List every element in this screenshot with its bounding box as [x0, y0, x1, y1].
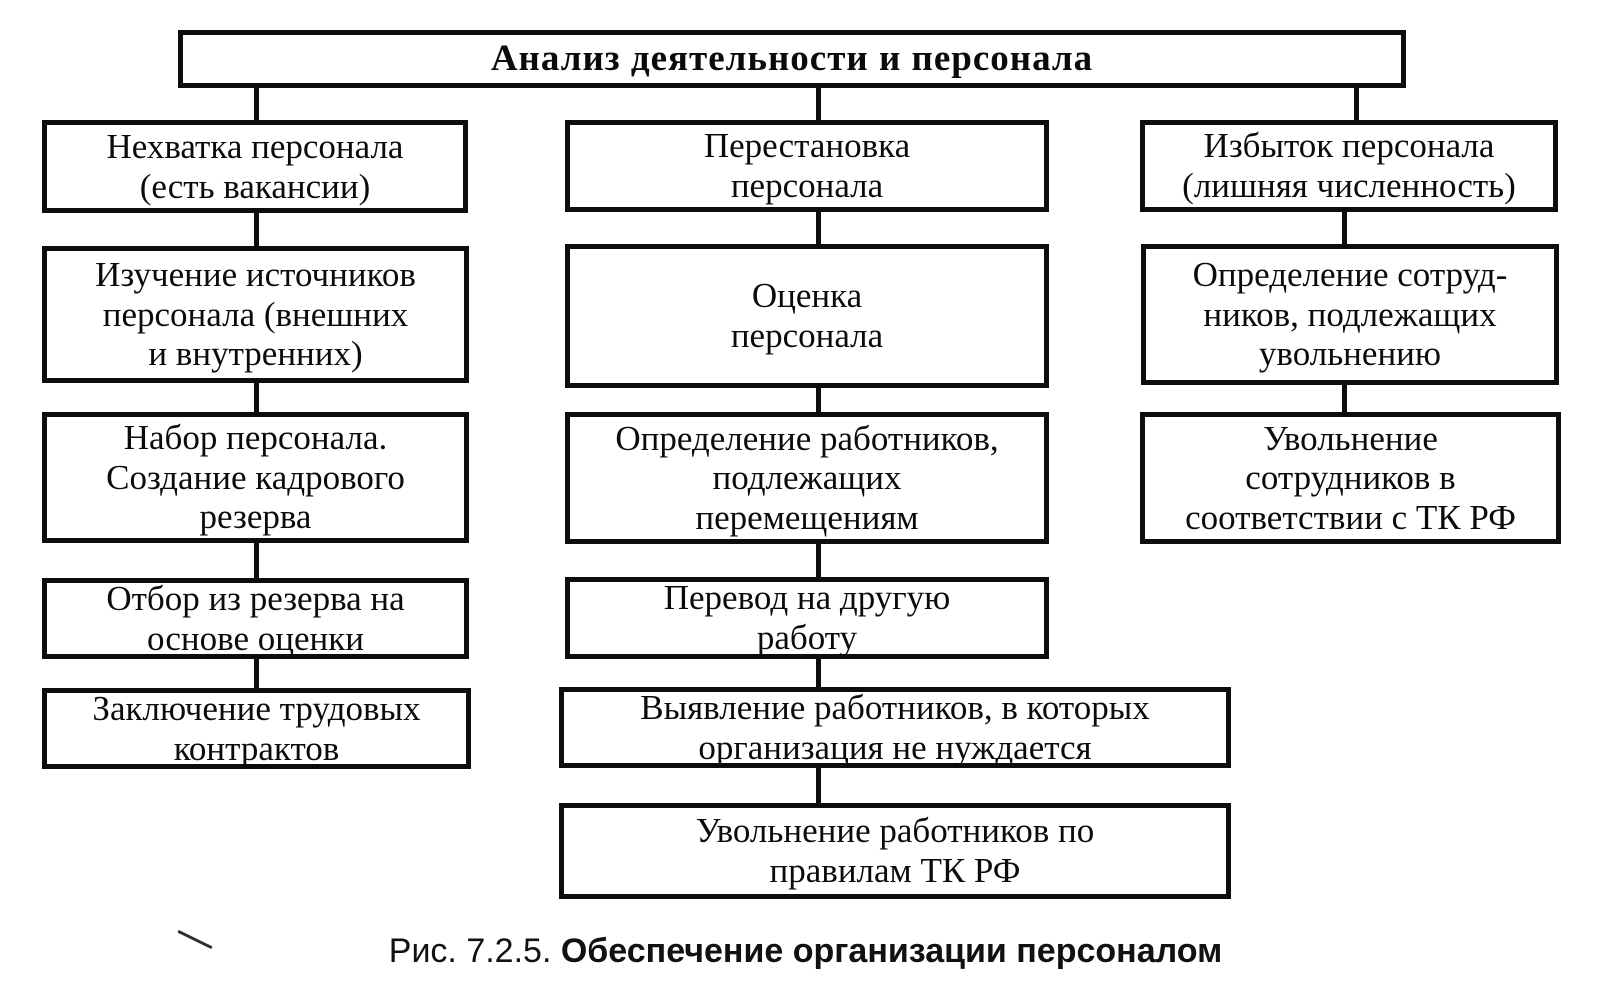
box-text-line: Нехватка персонала	[106, 126, 404, 166]
connector-l3-l4	[254, 540, 259, 582]
box-text-line: сотрудников в	[1245, 458, 1456, 498]
connector-m1-m2	[816, 209, 821, 249]
box-study-sources	[42, 246, 469, 383]
box-dismiss-employees-tk-rf	[1140, 412, 1561, 544]
box-identify-dismissal-employees	[1141, 244, 1559, 385]
connector-root-middle	[816, 85, 821, 123]
box-text-line: Увольнение	[1263, 418, 1438, 458]
connector-root-right	[1354, 85, 1359, 123]
connector-r1-r2	[1342, 209, 1347, 249]
box-text-line: персонала	[730, 316, 884, 355]
box-text-line: подлежащих	[712, 458, 902, 498]
box-text-line: Оценка	[751, 276, 863, 316]
box-text-line: ников, подлежащих	[1203, 294, 1497, 334]
box-text-line: персонала (внешних	[102, 294, 409, 334]
connector-m5-m6	[816, 765, 821, 807]
box-text-line: контрактов	[173, 728, 340, 768]
box-text-line: перемещениям	[695, 497, 919, 537]
box-labor-contracts	[42, 688, 471, 769]
box-text-line: резерва	[199, 497, 312, 537]
box-text-line: Заключение трудовых	[92, 688, 421, 728]
box-text-line: Определение работников,	[615, 418, 999, 458]
box-text-line: Изучение источников	[95, 255, 416, 295]
box-text-line: (есть вакансии)	[139, 166, 371, 206]
box-text-line: работу	[756, 618, 858, 657]
box-text-line: Избыток персонала	[1203, 126, 1495, 166]
box-identify-transfer-workers	[565, 412, 1049, 544]
box-text-line: организация не нуждается	[698, 727, 1092, 767]
box-text-line: правилам ТК РФ	[769, 851, 1021, 890]
box-text-line: персонала	[730, 166, 884, 205]
box-text-line: и внутренних)	[148, 334, 363, 374]
box-analysis-root	[178, 30, 1406, 88]
box-text-line: основе оценки	[147, 618, 364, 658]
box-text-line: Набор персонала.	[123, 418, 388, 458]
box-dismiss-workers-tk-rf	[559, 803, 1231, 899]
box-text-line: Отбор из резерва на	[106, 578, 405, 618]
box-text-line: Определение сотруд-	[1192, 255, 1508, 295]
box-text-line: соответствии с ТК РФ	[1185, 497, 1516, 537]
box-text-line: Перестановка	[703, 126, 911, 166]
box-transfer-to-other-work	[565, 577, 1049, 659]
box-recruitment-reserve	[42, 412, 469, 543]
box-surplus	[1140, 120, 1558, 212]
box-selection-from-reserve	[42, 578, 469, 659]
figure-caption-title: Обеспечение организации персоналом	[560, 932, 1223, 970]
connector-m3-m4	[816, 541, 821, 581]
box-text-line: Анализ деятельности и персонала	[490, 38, 1094, 80]
box-text-line: Выявление работников, в которых	[640, 687, 1150, 727]
box-text-line: увольнению	[1258, 334, 1442, 374]
connector-m4-m5	[816, 656, 821, 691]
box-personnel-assessment	[565, 244, 1049, 388]
box-shortage	[42, 120, 468, 213]
connector-root-left	[254, 85, 259, 123]
box-text-line: Перевод на другую	[663, 578, 951, 618]
figure-caption	[0, 932, 1611, 971]
box-identify-unneeded-workers	[559, 687, 1231, 768]
box-text-line: Увольнение работников по	[695, 811, 1095, 851]
connector-l1-l2	[254, 210, 259, 250]
box-reshuffle	[565, 120, 1049, 212]
box-text-line: Создание кадрового	[106, 457, 405, 497]
figure-caption-number: Рис. 7.2.5.	[388, 932, 552, 970]
box-text-line: (лишняя численность)	[1182, 166, 1516, 205]
